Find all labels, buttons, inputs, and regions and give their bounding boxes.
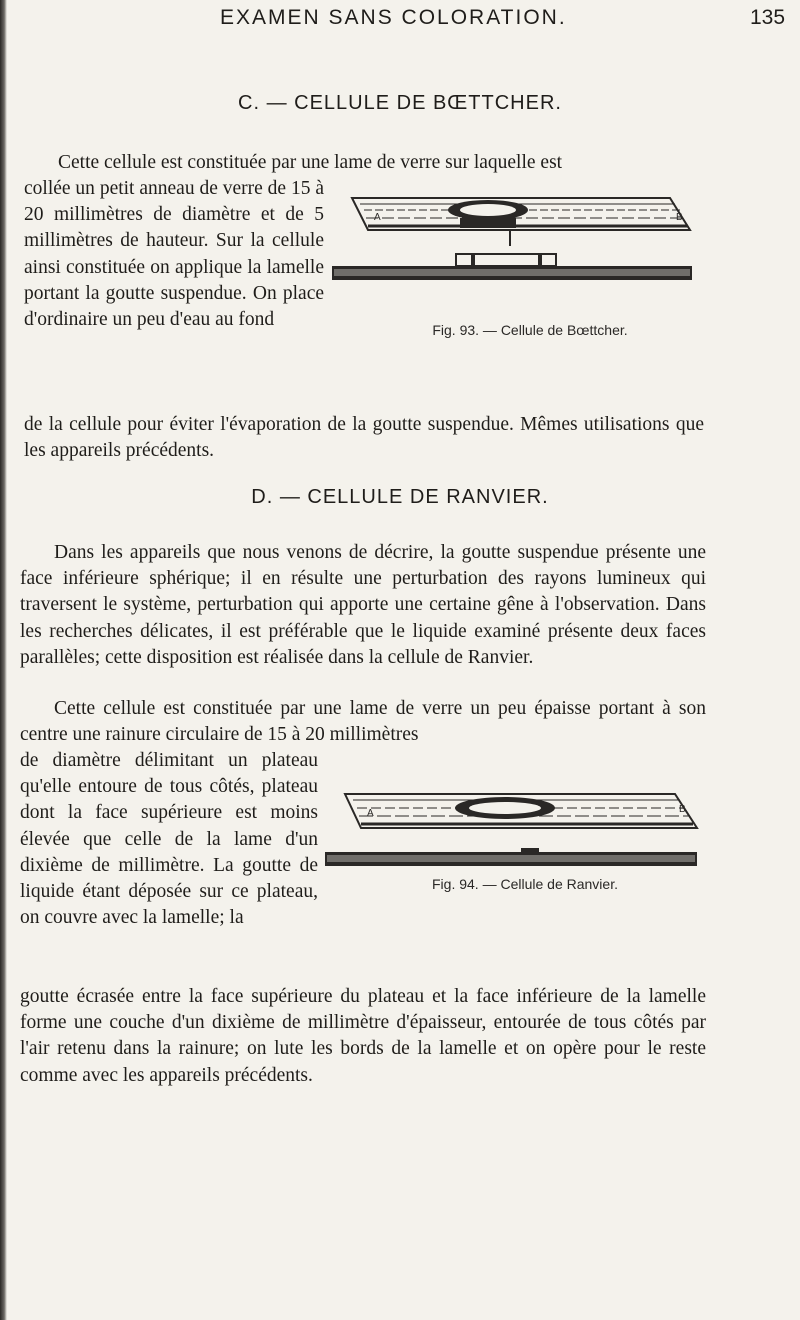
section-heading-ranvier: D. — CELLULE DE RANVIER. bbox=[251, 486, 549, 508]
paragraph-boettcher-continued: de la cellule pour éviter l'évaporation de la goutte suspendue. Mêmes utilisations que les appareils précédents. bbox=[24, 414, 704, 462]
paragraph-ranvier-description: Cette cellule est constituée par une lame de verre un peu épaisse portant à son centre une rainure circulaire de 15 à 20 millimètres bbox=[20, 698, 706, 746]
figure-caption-ranvier: Fig. 94. — Cellule de Ranvier. bbox=[432, 876, 618, 892]
running-head bbox=[0, 4, 800, 34]
figure-caption-boettcher: Fig. 93. — Cellule de Bœttcher. bbox=[432, 322, 628, 338]
section-heading-boettcher: C. — CELLULE DE BŒTTCHER. bbox=[238, 92, 562, 114]
page-binding-edge bbox=[0, 0, 7, 1320]
paragraph-ranvier-intro: Dans les appareils que nous venons de décrire, la goutte suspendue présente une face inférieure sphérique; il en résulte une perturbation des rayons lumineux qui traversent le système, perturbation qui apporte une certaine gêne à l'observation. Dans les recherches délicates, il est préférable que le liquide examiné présente deux faces parallèles; cette disposition est réalisée dans la cellule de Ranvier. bbox=[20, 542, 706, 668]
paragraph-ranvier-narrow: de diamètre délimitant un plateau qu'elle entoure de tous côtés, plateau dont la face supérieure est moins élevée que celle de la lame d'un dixième de millimètre. La goutte de liquide étant déposée sur ce plateau, on couvre avec la lamelle; la bbox=[20, 750, 318, 929]
figure-label-a: A bbox=[374, 212, 381, 223]
paragraph-ranvier-end: goutte écrasée entre la face supérieure du plateau et la face inférieure de la lamelle forme une couche d'un dixième de millimètre d'épaisseur, entourée de tous côtés par l'air retenu dans la rainure; on lute les bords de la lamelle et on opère pour le reste comme avec les appareils précédents. bbox=[20, 986, 706, 1086]
figure-label-a: A bbox=[367, 808, 374, 819]
figure-ranvier-cell bbox=[325, 784, 705, 892]
running-title: EXAMEN SANS COLORATION. bbox=[220, 6, 567, 29]
figure-boettcher-cell bbox=[330, 190, 700, 338]
boettcher-cell-diagram bbox=[330, 190, 700, 320]
paragraph-boettcher-text: collée un petit anneau de verre de 15 à 20 millimètres de diamètre et de 5 millimètres de hauteur. Sur la cellule ainsi constituée on applique la lamelle portant la goutte suspendue. On place d'ordinaire un peu d'eau au fond bbox=[24, 178, 324, 331]
paragraph-boettcher-narrow bbox=[24, 176, 324, 333]
paragraph-boettcher-first-line: Cette cellule est constituée par une lame de verre sur laquelle est bbox=[58, 152, 563, 173]
ranvier-cell-diagram bbox=[325, 784, 705, 874]
page-number: 135 bbox=[750, 6, 786, 29]
figure-label-b: B bbox=[676, 212, 683, 223]
figure-label-b: B bbox=[679, 804, 686, 815]
